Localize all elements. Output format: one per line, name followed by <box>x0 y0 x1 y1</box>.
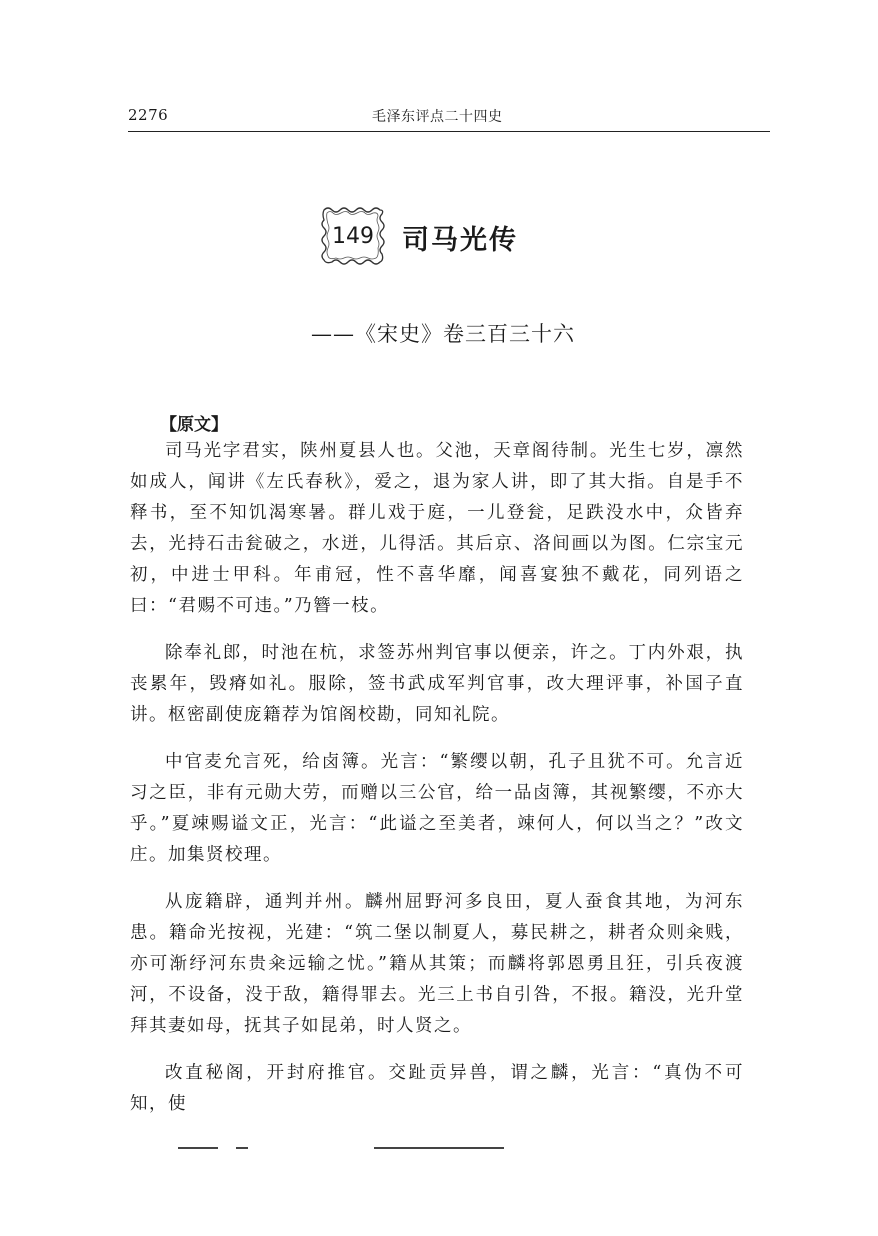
section-label: 【原文】 <box>160 415 228 435</box>
chapter-number-badge <box>318 204 388 268</box>
header-rule <box>128 131 770 132</box>
body-text <box>130 436 744 1136</box>
page-number: 2276 <box>128 106 169 124</box>
scan-mark <box>236 1147 248 1149</box>
paragraph: 中官麦允言死，给卤簿。光言：“繁缨以朝，孔子且犹不可。允言近习之臣，非有元勋大劳，而赠以三公官，给一品卤簿，其视繁缨，不亦大乎。”夏竦赐谥文正，光言：“此谥之至美者，竦何人，何以当之？”改文庄。加集贤校理。 <box>130 752 744 865</box>
scan-artifact-marks <box>178 1147 698 1151</box>
running-title: 毛泽东评点二十四史 <box>372 109 503 125</box>
page-header <box>128 104 768 130</box>
chapter-title: 司马光传 <box>402 225 518 256</box>
paragraph: 司马光字君实，陕州夏县人也。父池，天章阁待制。光生七岁，凛然如成人，闻讲《左氏春秋》，爱之，退为家人讲，即了其大指。自是手不释书，至不知饥渴寒暑。群儿戏于庭，一儿登瓮，足跌没水中，众皆弃去，光持石击瓮破之，水迸，儿得活。其后京、洛间画以为图。仁宗宝元初，中进士甲科。年甫冠，性不喜华靡，闻喜宴独不戴花，同列语之曰：“君赐不可违。”乃簪一枝。 <box>130 441 744 616</box>
paragraph: 改直秘阁，开封府推官。交趾贡异兽，谓之麟，光言：“真伪不可知，使 <box>130 1063 744 1114</box>
scan-mark <box>374 1147 504 1149</box>
paragraph: 从庞籍辟，通判并州。麟州屈野河多良田，夏人蚕食其地，为河东患。籍命光按视，光建：“筑二堡以制夏人，募民耕之，耕者众则籴贱，亦可渐纾河东贵籴远输之忧。”籍从其策；而麟将郭恩勇且狂，引兵夜渡河，不设备，没于敌，籍得罪去。光三上书自引咎，不报。籍没，光升堂拜其妻如母，抚其子如昆弟，时人贤之。 <box>130 892 744 1036</box>
scan-mark <box>178 1147 218 1149</box>
chapter-number: 149 <box>332 224 374 249</box>
chapter-source: ——《宋史》卷三百三十六 <box>311 322 575 346</box>
paragraph: 除奉礼郎，时池在杭，求签苏州判官事以便亲，许之。丁内外艰，执丧累年，毁瘠如礼。服除，签书武成军判官事，改大理评事，补国子直讲。枢密副使庞籍荐为馆阁校勘，同知礼院。 <box>130 643 744 725</box>
